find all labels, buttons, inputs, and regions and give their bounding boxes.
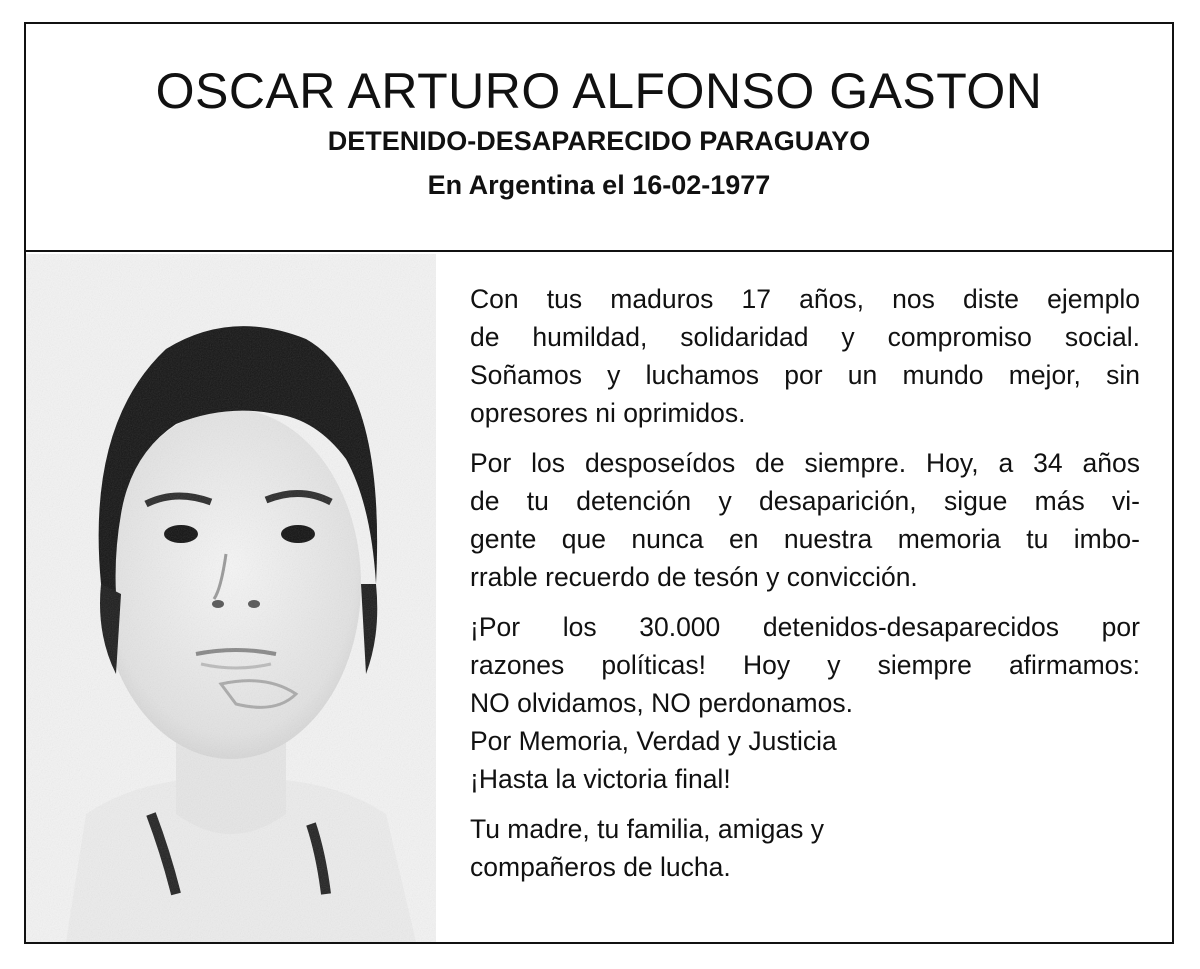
text-line: de humildad, solidaridad y compromiso social. xyxy=(470,322,1140,352)
text-line: Por Memoria, Verdad y Justicia xyxy=(470,726,837,756)
text-line: opresores ni oprimidos. xyxy=(470,398,746,428)
text-line: Tu madre, tu familia, amigas y xyxy=(470,814,824,844)
tribute-text xyxy=(470,280,1140,898)
paragraph-2 xyxy=(470,444,1140,596)
text-line: compañeros de lucha. xyxy=(470,852,731,882)
text-line: Por los desposeídos de siempre. Hoy, a 34 años xyxy=(470,448,1140,478)
text-line: rrable recuerdo de tesón y convicción. xyxy=(470,562,918,592)
text-line: ¡Por los 30.000 detenidos-desaparecidos por xyxy=(470,612,1140,642)
text-line: Soñamos y luchamos por un mundo mejor, sin xyxy=(470,360,1140,390)
portrait-photo xyxy=(26,254,436,942)
text-line: de tu detención y desaparición, sigue más vi- xyxy=(470,486,1140,516)
status-subtitle: DETENIDO-DESAPARECIDO PARAGUAYO xyxy=(327,126,871,156)
text-line: NO olvidamos, NO perdonamos. xyxy=(470,688,853,718)
paragraph-4 xyxy=(470,810,1140,886)
person-name: OSCAR ARTURO ALFONSO GASTON xyxy=(155,63,1043,119)
paragraph-3 xyxy=(470,608,1140,798)
text-line: Con tus maduros 17 años, nos diste ejemplo xyxy=(470,284,1140,314)
text-line: gente que nunca en nuestra memoria tu imbo- xyxy=(470,524,1140,554)
paragraph-1 xyxy=(470,280,1140,432)
text-line: razones políticas! Hoy y siempre afirmamos: xyxy=(470,650,1140,680)
notice-header xyxy=(26,24,1172,252)
text-line: ¡Hasta la victoria final! xyxy=(470,764,731,794)
notice-frame xyxy=(24,22,1174,944)
date-subtitle: En Argentina el 16-02-1977 xyxy=(427,170,771,200)
